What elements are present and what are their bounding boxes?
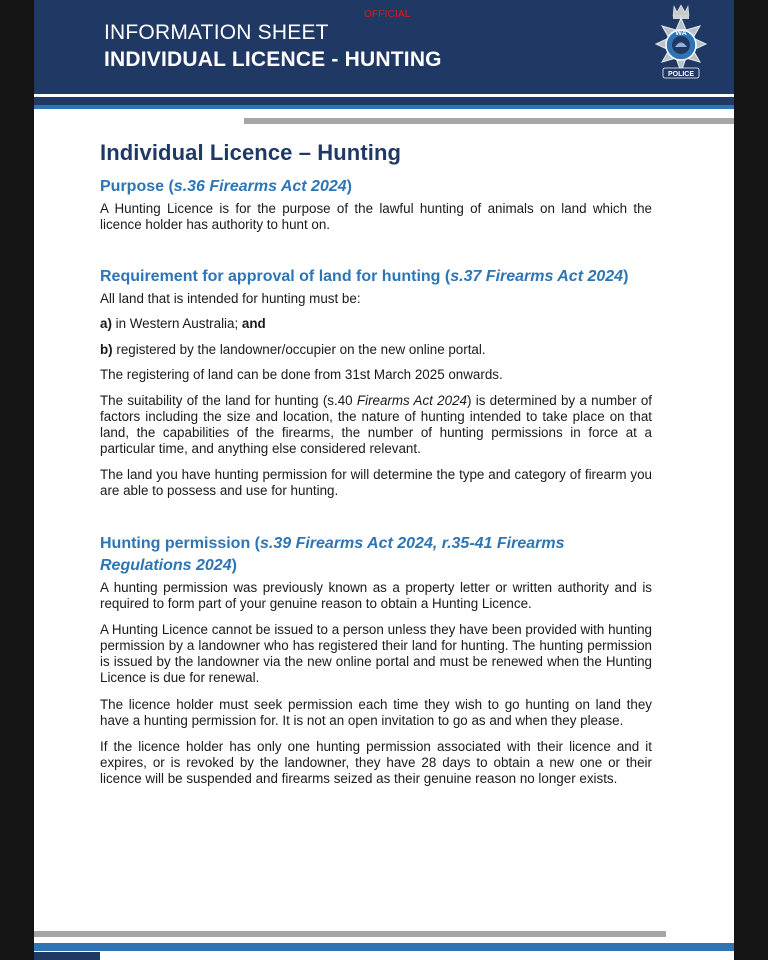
footer-stripe-dark [34,952,100,960]
page-title: Individual Licence – Hunting [100,140,402,165]
badge-police-text: POLICE [667,71,695,78]
header-stripe-grey [244,118,734,124]
permission-paragraph-2: A Hunting Licence cannot be issued to a person unless they have been provided with hunting permission by a landowner who has registered their land for hunting. The hunting permission is issued by the landowner via the new online portal and must be renewed when the Hunting Licence is due for renewal. [100,622,652,685]
requirement-intro: All land that is intended for hunting must be: [100,291,361,306]
header-stripe-dark [34,97,734,105]
permission-paragraph-4: If the licence holder has only one hunting permission associated with their licence and it expires, or is revoked by the landowner, they have 28 days to obtain a new one or their licence will be suspended and firearms seized as their genuine reason no longer exists. [100,739,652,786]
header-stripe-blue [34,105,734,109]
badge-wa-text: WA [675,30,687,37]
requirement-item-a: a) in Western Australia; and [100,316,266,331]
permission-paragraph-3: The licence holder must seek permission each time they wish to go hunting on land they have a hunting permission for. It is not an open invitation to go as and when they please. [100,697,652,728]
official-marking: OFFICIAL [364,9,411,20]
header-title: INDIVIDUAL LICENCE - HUNTING [104,48,442,71]
footer-stripe-grey [34,931,666,937]
wa-police-badge-icon [648,2,714,86]
document-header [34,0,734,94]
requirement-item-b: b) registered by the landowner/occupier on the new online portal. [100,342,486,357]
section-heading-purpose: Purpose (s.36 Firearms Act 2024) [100,178,352,195]
permission-paragraph-1: A hunting permission was previously known as a property letter or written authority and is required to form part of your genuine reason to obtain a Hunting Licence. [100,580,652,611]
document-page [34,0,734,960]
footer-stripe-blue [34,943,734,951]
purpose-paragraph: A Hunting Licence is for the purpose of the lawful hunting of animals on land which the licence holder has authority to hunt on. [100,201,652,232]
suitability-paragraph: The suitability of the land for hunting (s.40 Firearms Act 2024) is determined by a number of factors including the size and location, the nature of hunting intended to take place on that land, the capabilities of the firearms, the number of hunting permissions in force at a particular time, and anything else considered relevant. [100,393,653,456]
registering-paragraph: The registering of land can be done from 31st March 2025 onwards. [100,367,503,382]
land-determines-paragraph: The land you have hunting permission for will determine the type and category of firearm you are able to possess and use for hunting. [100,467,652,498]
section-heading-requirement: Requirement for approval of land for hunting (s.37 Firearms Act 2024) [100,268,629,285]
header-label: INFORMATION SHEET [104,21,329,44]
section-heading-permission: Hunting permission (s.39 Firearms Act 2024, r.35-41 Firearms Regulations 2024) [100,535,565,574]
